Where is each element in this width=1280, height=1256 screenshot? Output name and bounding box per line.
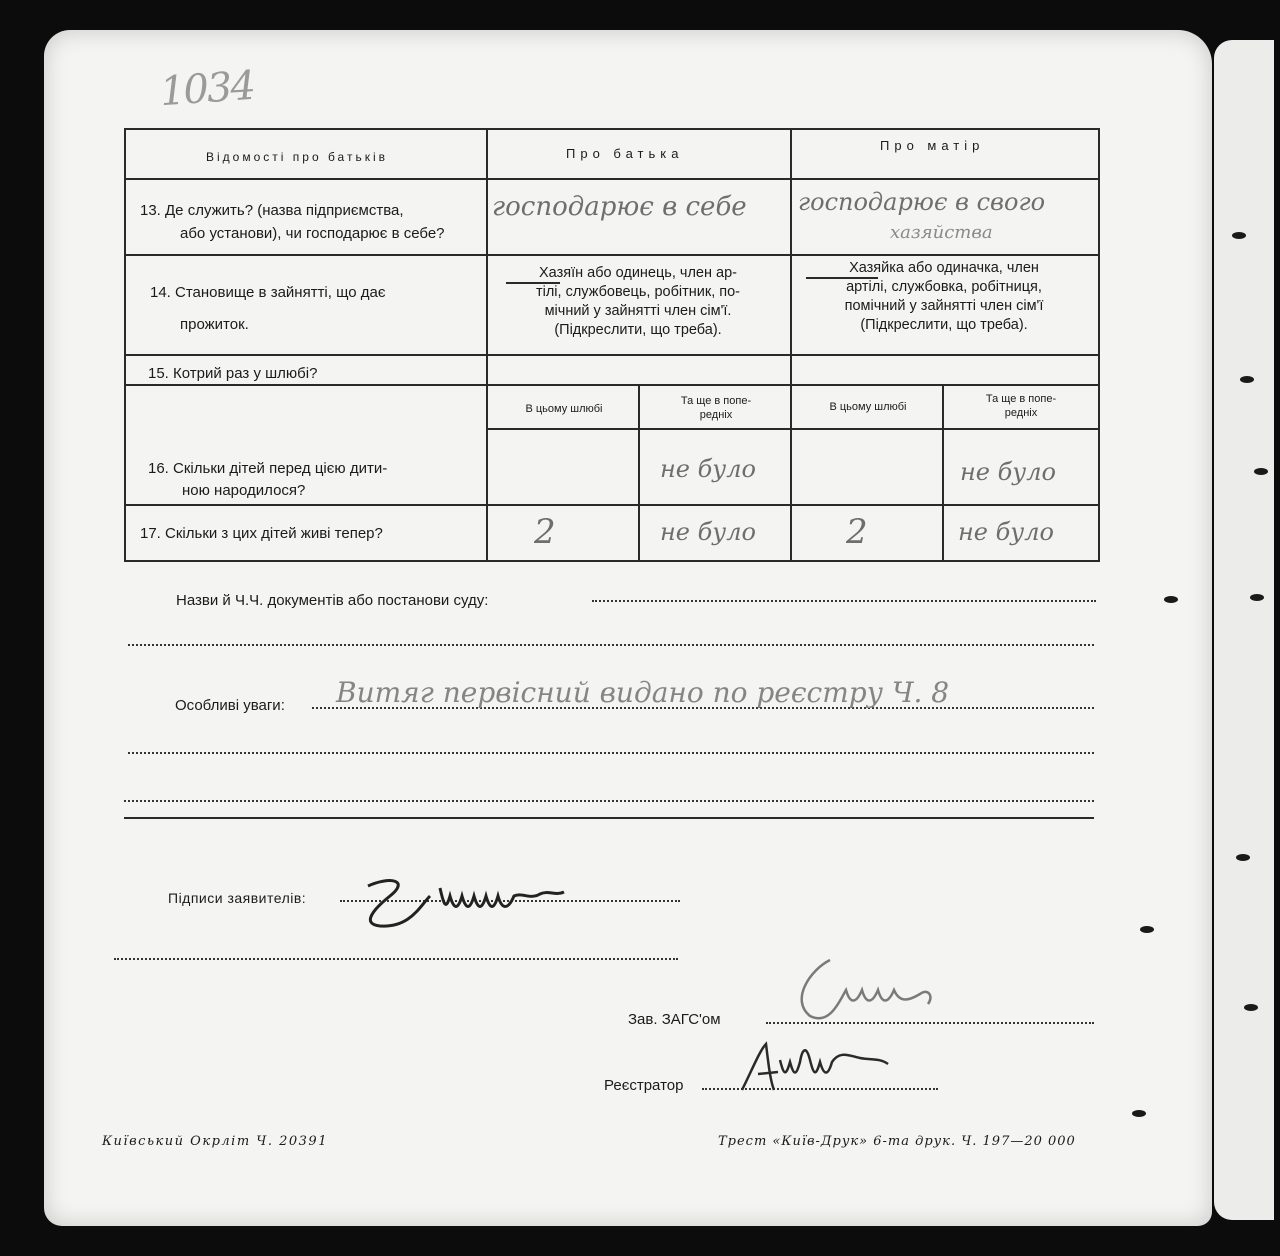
remarks-label: Особливі уваги: xyxy=(175,697,285,714)
archive-number: 1034 xyxy=(158,62,256,116)
signatures-fill-line-2 xyxy=(114,958,678,960)
remarks-value: Витяг первісний видано по реєстру Ч. 8 xyxy=(336,676,950,709)
q13-line1: 13. Де служить? (назва підприємства, xyxy=(140,202,404,219)
subheader-line: редніх xyxy=(1004,407,1038,419)
q13-father-answer: господарює в себе xyxy=(492,192,747,222)
binding-hole xyxy=(1240,376,1254,383)
q15-question: 15. Котрий раз у шлюбі? xyxy=(148,365,318,382)
next-page-edge xyxy=(1214,40,1274,1220)
q16-line2: ною народилося? xyxy=(182,482,306,499)
applicant-signature xyxy=(350,866,590,936)
binding-hole xyxy=(1236,854,1250,861)
q14-line2: прожиток. xyxy=(180,316,249,333)
header-parents-info: Відомості про батьків xyxy=(206,150,388,164)
signatures-label: Підписи заявителів: xyxy=(168,890,307,906)
q14-mother-option-line: артілі, службовка, робітниця, xyxy=(846,279,1042,295)
documents-fill-line xyxy=(592,600,1096,602)
remarks-fill-line-2 xyxy=(128,752,1094,754)
subheader-father-previous xyxy=(640,394,792,422)
q17-father-previous: не було xyxy=(660,518,756,546)
q14-father-option-line: (Підкреслити, що треба). xyxy=(554,322,722,338)
q14-mother-option-line: помічний у зайнятті член сім'ї xyxy=(844,298,1044,314)
subheader-line: редніх xyxy=(699,409,733,421)
head-signature xyxy=(770,950,970,1030)
binding-hole xyxy=(1254,468,1268,475)
subheader-line: Та ще в попе- xyxy=(680,395,752,407)
documents-label: Назви й Ч.Ч. документів або постанови суду: xyxy=(176,592,489,609)
q14-mother-option-line: (Підкреслити, що треба). xyxy=(860,317,1028,333)
binding-hole xyxy=(1244,1004,1258,1011)
underline-khazyain xyxy=(506,282,560,284)
q14-father-option-line: Хазяїн або одинець, член ар- xyxy=(539,265,737,281)
q16-mother-previous: не було xyxy=(960,458,1056,486)
q13-line2: або установи), чи господарює в себе? xyxy=(180,225,445,242)
q16-line1: 16. Скільки дітей перед цією дити- xyxy=(148,460,388,477)
registrar-signature xyxy=(730,1030,920,1100)
header-father: Про батька xyxy=(566,146,684,161)
subheader-mother-this: В цьому шлюбі xyxy=(829,401,907,413)
remarks-fill-line-3 xyxy=(124,800,1094,802)
q14-father-options xyxy=(490,264,786,340)
subheader-line: Та ще в попе- xyxy=(985,393,1057,405)
binding-hole xyxy=(1140,926,1154,933)
binding-hole xyxy=(1250,594,1264,601)
head-label: Зав. ЗАГС'ом xyxy=(628,1011,721,1028)
q13-mother-answer-line2: хазяйства xyxy=(890,222,993,243)
q17-question: 17. Скільки з цих дітей живі тепер? xyxy=(140,525,383,542)
subheader-father-this: В цьому шлюбі xyxy=(525,403,603,415)
q17-father-this: 2 xyxy=(534,512,556,552)
q14-mother-option-line: Хазяйка або одиначка, член xyxy=(849,260,1039,276)
footer-censor: Київський Окрліт Ч. 20391 xyxy=(102,1134,328,1149)
q14-mother-options xyxy=(796,259,1092,335)
q16-father-previous: не було xyxy=(660,455,756,483)
q17-mother-previous: не було xyxy=(958,518,1054,546)
binding-hole xyxy=(1232,232,1246,239)
q13-mother-answer-line1: господарює в свого xyxy=(798,188,1046,216)
header-mother: Про матір xyxy=(880,138,985,153)
binding-hole xyxy=(1132,1110,1146,1117)
q14-father-option-line: тілі, службовець, робітник, по- xyxy=(535,284,741,300)
documents-fill-line-2 xyxy=(128,644,1094,646)
subheader-mother-previous xyxy=(944,392,1098,420)
footer-printer: Трест «Київ-Друк» 6-та друк. Ч. 197—20 000 xyxy=(718,1134,1076,1149)
q17-mother-this: 2 xyxy=(846,512,868,552)
section-divider xyxy=(124,817,1094,819)
q14-father-option-line: мічний у зайнятті член сім'ї. xyxy=(544,303,732,319)
q14-line1: 14. Становище в зайнятті, що дає xyxy=(150,284,386,301)
binding-hole xyxy=(1164,596,1178,603)
underline-khazyaika xyxy=(806,277,878,279)
registrar-label: Реєстратор xyxy=(604,1077,684,1094)
